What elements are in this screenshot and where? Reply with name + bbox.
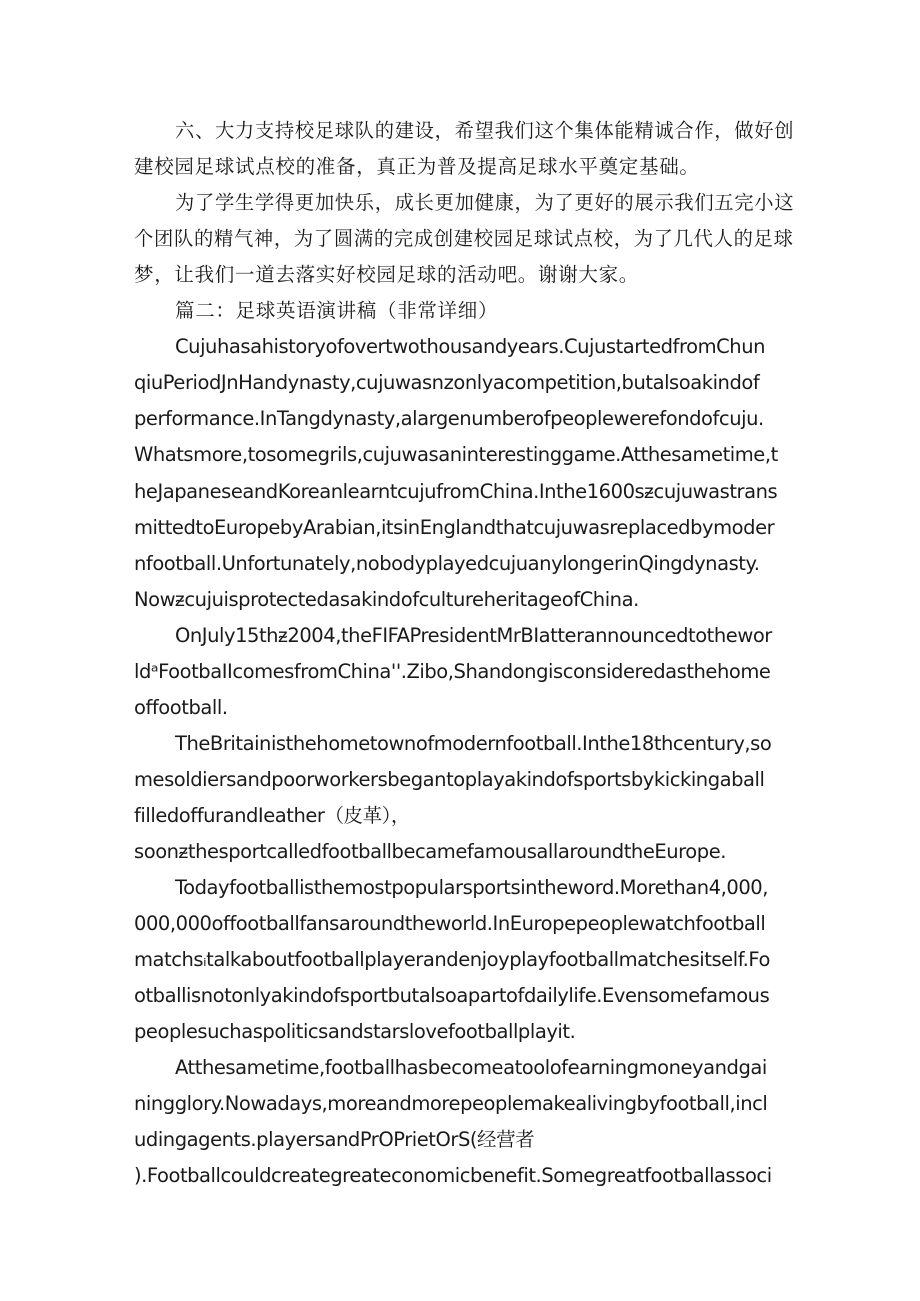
paragraph-line: otballisnotonlyakindofsportbutalsoapartofdailylife.Evensomefamous xyxy=(134,984,770,1007)
paragraph-first-line: Todayfootballisthemostpopularsportsintheword.Morethan4,000, xyxy=(175,876,768,899)
paragraph-line: 000,000offootballfansaroundtheworld.InEuropepeoplewatchfootball xyxy=(134,912,766,935)
paragraph-line: udingagents.playersandPrOPrietOrS(经营者 xyxy=(134,1128,535,1151)
paragraph-first-line: 六、大力支持校足球队的建设，希望我们这个集体能精诚合作，做好创 xyxy=(175,119,795,142)
paragraph-line: peoplesuchaspoliticsandstarslovefootballplayit. xyxy=(134,1020,576,1043)
paragraph-first-line: 为了学生学得更加快乐，成长更加健康，为了更好的展示我们五完小这 xyxy=(175,191,795,214)
paragraph-line: soonᵶthesportcalledfootballbecamefamousallaroundtheEurope. xyxy=(134,840,726,863)
paragraph-first-line: Atthesametime,footballhasbecomeatoolofearningmoneyandgai xyxy=(175,1056,767,1079)
paragraph-line: NowᵶcujuisprotectedasakindofcultureheritageofChina. xyxy=(134,588,639,611)
paragraph-line: mesoldiersandpoorworkersbegantoplayakindofsportsbykickingaball xyxy=(134,768,765,791)
paragraph-line: ningglory.Nowadays,moreandmorepeoplemakealivingbyfootball,incl xyxy=(134,1092,768,1115)
paragraph-line: 梦，让我们一道去落实好校园足球的活动吧。谢谢大家。 xyxy=(134,263,640,286)
paragraph-line: matchsᵢtalkaboutfootballplayerandenjoyplayfootballmatchesitself.Fo xyxy=(134,948,770,971)
paragraph-line: filledoffurandIeather（皮革）， xyxy=(134,804,410,827)
paragraph-line: nfootball.Unfortunately,nobodyplayedcujuanylongerinQingdynasty. xyxy=(134,552,760,575)
paragraph-line: performance.InTangdynasty,alargenumberofpeoplewerefondofcuju. xyxy=(134,407,764,430)
paragraph-first-line: 篇二：足球英语演讲稿（非常详细） xyxy=(175,299,499,322)
paragraph-line: heJapaneseandKoreanlearntcujufromChina.Inthe1600sᵶcujuwastrans xyxy=(134,480,778,503)
paragraph-line: 个团队的精气神，为了圆满的完成创建校园足球试点校，为了几代人的足球 xyxy=(134,227,794,250)
paragraph-line: Whatsmore,tosomegrils,cujuwasaninterestinggame.Atthesametime,t xyxy=(134,443,778,466)
paragraph-first-line: Cujuhasahistoryofovertwothousandyears.CujustartedfromChun xyxy=(175,335,766,358)
paragraph-line: 建校园足球试点校的准备，真正为普及提高足球水平奠定基础。 xyxy=(134,155,700,178)
paragraph-line: mittedtoEuropebyArabian,itsinEnglandthatcujuwasreplacedbymoder xyxy=(134,516,775,539)
paragraph-line: qiuPeriodJnHandynasty,cujuwasnzonlyacompetition,butalsoakindof xyxy=(134,371,760,394)
paragraph-first-line: TheBritainisthehometownofmodernfootball.Inthe18thcentury,so xyxy=(175,732,772,755)
paragraph-line: ).Footballcouldcreategreateconomicbenefit.Somegreatfootballassoci xyxy=(134,1164,772,1187)
paragraph-line: ldᵃFootbaIIcomesfromChina''.Zibo,Shandongisconsideredasthehome xyxy=(134,660,771,683)
paragraph-line: offootball. xyxy=(134,696,228,719)
paragraph-first-line: OnJuly15thᵶ2004,theFIFAPresidentMrBIatterannouncedtothewor xyxy=(175,624,772,647)
